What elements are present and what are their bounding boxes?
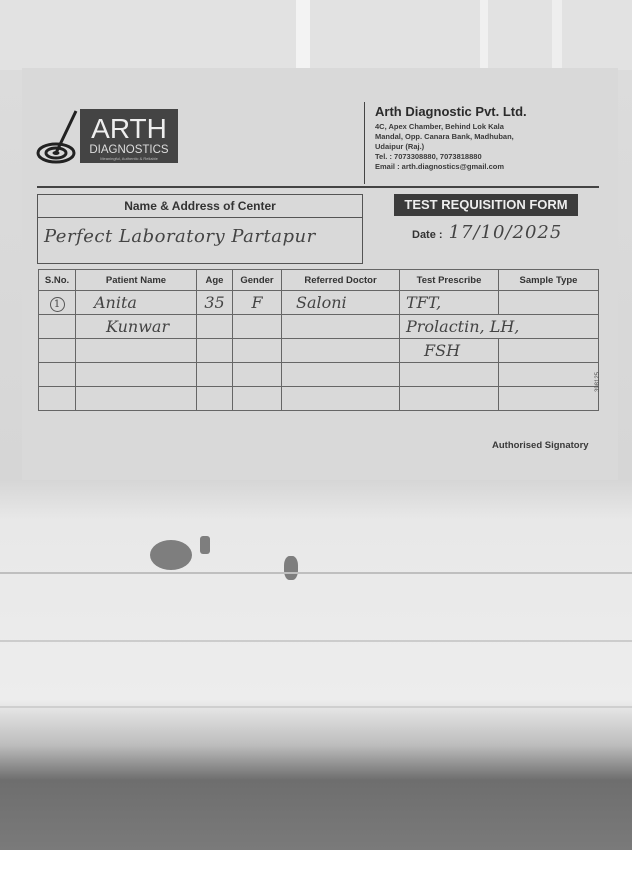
logo-subtext: DIAGNOSTICS (89, 144, 169, 156)
serial-code: 398125 (595, 371, 601, 392)
col-gender: Gender (233, 270, 282, 291)
paper-crease (0, 706, 632, 708)
cell-gender (233, 363, 282, 387)
top-background (0, 0, 632, 70)
address-line: Mandal, Opp. Canara Bank, Madhuban, (375, 132, 514, 141)
cell-sno (39, 315, 76, 339)
cell-sno (39, 363, 76, 387)
cell-age (197, 363, 233, 387)
cell-gender (233, 387, 282, 411)
cell-referred-doctor (282, 339, 400, 363)
cell-age (197, 387, 233, 411)
cell-patient-name (76, 339, 197, 363)
paper-crease (0, 572, 632, 574)
table-row (39, 387, 599, 411)
cell-test-prescribe: FSH (400, 339, 499, 363)
authorised-signatory: Authorised Signatory (492, 440, 589, 451)
cell-test-prescribe (400, 387, 499, 411)
cell-age (197, 315, 233, 339)
ink-blot (284, 556, 298, 580)
cell-gender: F (233, 291, 282, 315)
cell-patient-name (76, 363, 197, 387)
col-sample-type: Sample Type (499, 270, 599, 291)
center-value: Perfect Laboratory Partapur (44, 226, 316, 247)
cell-sno (39, 291, 76, 315)
date-value: 17/10/2025 (448, 222, 563, 243)
col-referred-doctor: Referred Doctor (282, 270, 400, 291)
serial-number: 1 (50, 297, 65, 312)
cell-gender (233, 315, 282, 339)
center-box (37, 194, 363, 264)
col-test-prescribe: Test Prescribe (400, 270, 499, 291)
address-line: Udaipur (Raj.) (375, 142, 425, 151)
cell-test-prescribe: Prolactin, LH, (400, 315, 599, 339)
paper-crease (0, 640, 632, 642)
ink-blot (150, 540, 192, 570)
form-title: TEST REQUISITION FORM (394, 194, 578, 216)
ink-blot (200, 536, 210, 554)
cell-patient-name: Anita (76, 291, 197, 315)
date-label: Date : (412, 229, 443, 241)
cell-sno (39, 387, 76, 411)
cell-referred-doctor (282, 387, 400, 411)
table-row (39, 291, 599, 315)
cell-sample-type (499, 291, 599, 315)
cell-referred-doctor: Saloni (282, 291, 400, 315)
cell-age (197, 339, 233, 363)
table-row (39, 363, 599, 387)
table-row (39, 339, 599, 363)
logo-text: ARTH (91, 113, 167, 144)
company-info (364, 102, 616, 184)
cell-patient-name: Kunwar (76, 315, 197, 339)
col-age: Age (197, 270, 233, 291)
cell-referred-doctor (282, 315, 400, 339)
date-field (412, 222, 562, 243)
col-sno: S.No. (39, 270, 76, 291)
cell-gender (233, 339, 282, 363)
cell-age: 35 (197, 291, 233, 315)
cell-test-prescribe: TFT, (400, 291, 499, 315)
arth-logo (36, 105, 184, 167)
company-phone: Tel. : 7073308880, 7073818880 (375, 152, 482, 161)
company-email: Email : arth.diagnostics@gmail.com (375, 162, 505, 171)
cell-test-prescribe (400, 363, 499, 387)
center-heading: Name & Address of Center (38, 195, 362, 218)
table-row (39, 315, 599, 339)
logo-tagline: Meaningful, Authentic & Reliable (100, 156, 158, 161)
header-divider (37, 186, 599, 188)
cell-referred-doctor (282, 363, 400, 387)
cell-sample-type (499, 363, 599, 387)
table-header-row (39, 270, 599, 291)
address-line: 4C, Apex Chamber, Behind Lok Kala (375, 122, 504, 131)
cell-patient-name (76, 387, 197, 411)
patient-table (38, 269, 599, 411)
cell-sample-type (499, 339, 599, 363)
cell-sample-type (499, 387, 599, 411)
company-name: Arth Diagnostic Pvt. Ltd. (375, 104, 527, 119)
cell-sno (39, 339, 76, 363)
col-patient-name: Patient Name (76, 270, 197, 291)
